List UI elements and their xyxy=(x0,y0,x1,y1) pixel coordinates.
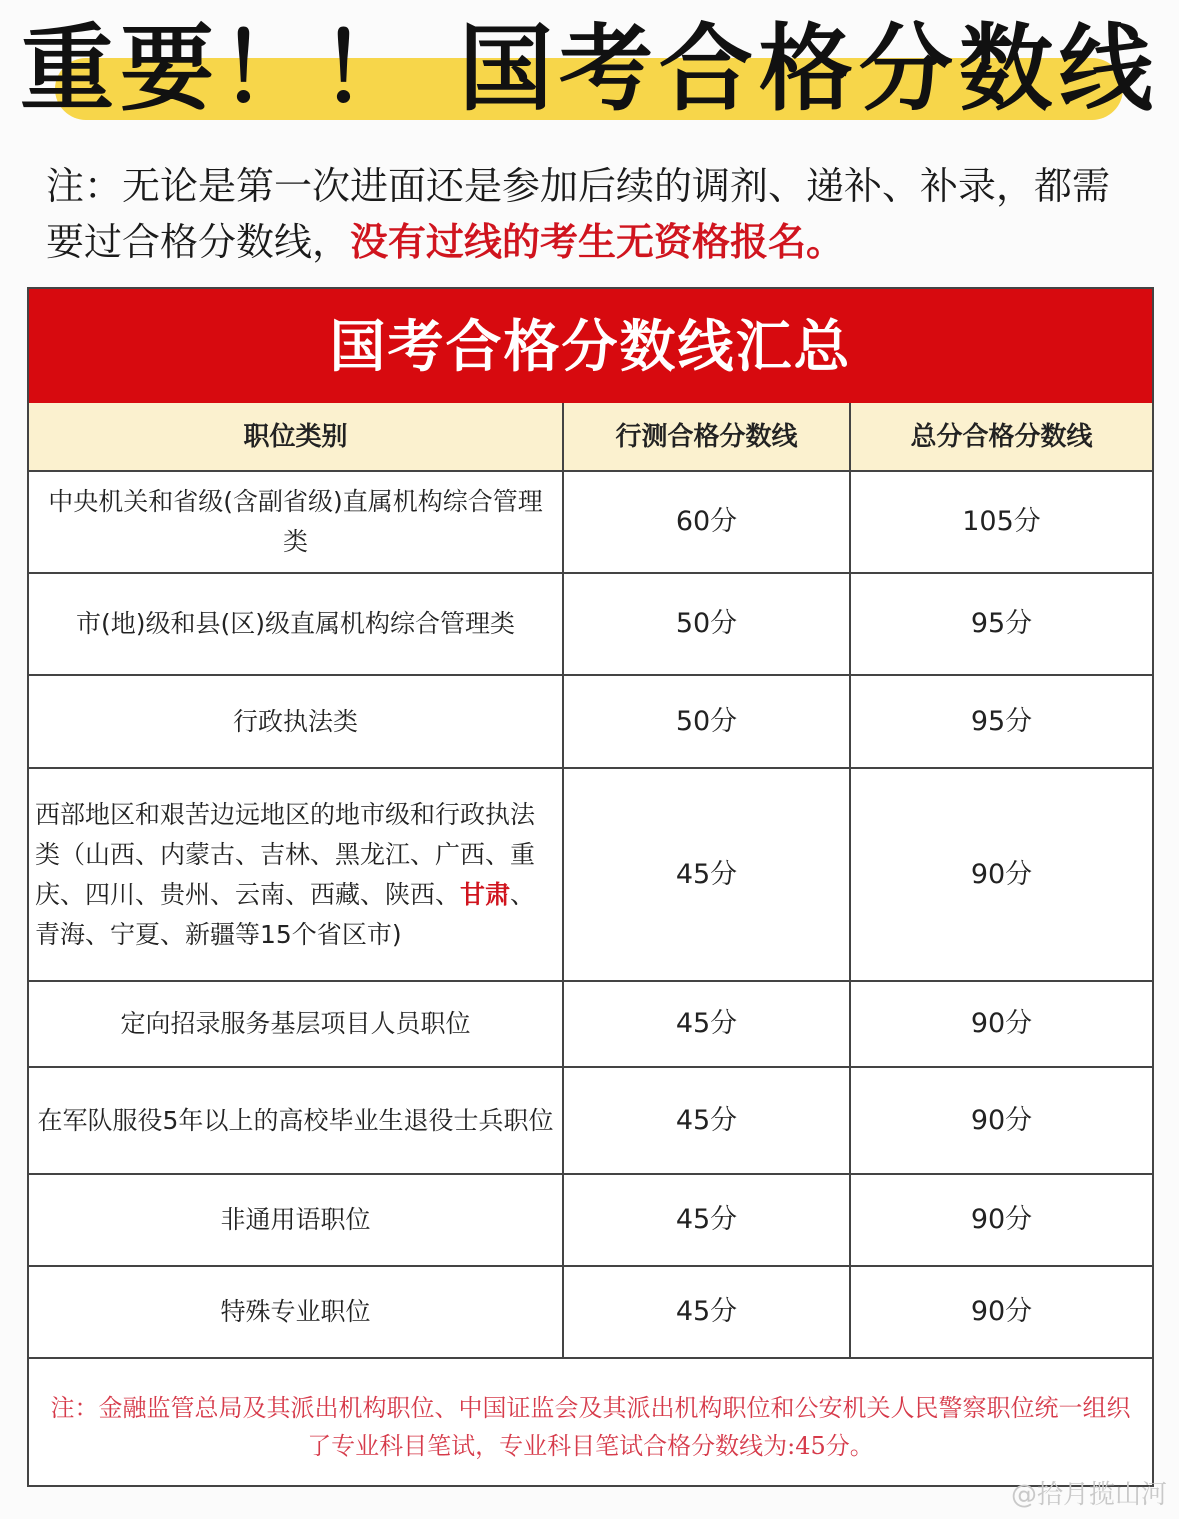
table-row xyxy=(29,1267,1152,1359)
total-cell: 90分 xyxy=(970,1296,1033,1327)
total-cell: 95分 xyxy=(970,608,1033,639)
xingce-cell: 60分 xyxy=(564,472,851,572)
table-row xyxy=(29,472,1152,574)
intro-note xyxy=(46,158,1146,270)
category-cell: 市(地)级和县(区)级直属机构综合管理类 xyxy=(29,574,564,674)
total-cell: 90分 xyxy=(970,1104,1033,1136)
xingce-cell: 45分 xyxy=(564,769,851,980)
total-cell: 95分 xyxy=(970,705,1033,737)
xingce-cell: 45分 xyxy=(564,982,851,1066)
category-text: 西部地区和艰苦边远地区的地市级和行政执法类（山西、内蒙古、吉林、黑龙江、广西、重庆、四川、贵州、云南、西藏、陕西、 xyxy=(35,799,536,909)
table-header-row xyxy=(29,403,1152,472)
total-cell: 90分 xyxy=(970,1008,1033,1039)
table-row xyxy=(29,769,1152,982)
category-cell: 非通用语职位 xyxy=(29,1175,564,1265)
category-cell: 行政执法类 xyxy=(29,676,564,767)
table-row xyxy=(29,982,1152,1068)
category-highlight: 甘肃 xyxy=(460,879,511,909)
xingce-cell: 50分 xyxy=(564,676,851,767)
page-title: 重要！！ 国考合格分数线 xyxy=(20,15,1159,124)
col-header-category: 职位类别 xyxy=(29,403,564,470)
table-row xyxy=(29,676,1152,769)
xingce-cell: 45分 xyxy=(564,1267,851,1357)
total-cell: 90分 xyxy=(970,1204,1033,1235)
table-title: 国考合格分数线汇总 xyxy=(29,289,1152,403)
category-text: 、青海、宁夏、新疆等15个省区市) xyxy=(35,879,536,949)
category-cell xyxy=(29,769,564,980)
xingce-cell: 45分 xyxy=(564,1175,851,1265)
total-cell: 90分 xyxy=(970,858,1033,890)
col-header-xingce: 行测合格分数线 xyxy=(564,403,851,470)
category-cell: 特殊专业职位 xyxy=(29,1267,564,1357)
table-footnote: 注：金融监管总局及其派出机构职位、中国证监会及其派出机构职位和公安机关人民警察职位统一组织了专业科目笔试，专业科目笔试合格分数线为:45分。 xyxy=(50,1394,1131,1460)
category-cell: 定向招录服务基层项目人员职位 xyxy=(29,982,564,1066)
table-row xyxy=(29,574,1152,676)
note-text: 注：无论是第一次进面还是参加后续的调剂、递补、补录，都需要过合格分数线， xyxy=(46,164,1111,264)
category-cell: 中央机关和省级(含副省级)直属机构综合管理类 xyxy=(29,472,564,572)
table-row xyxy=(29,1068,1152,1175)
score-table xyxy=(27,287,1154,1487)
note-emphasis: 没有过线的考生无资格报名。 xyxy=(350,220,845,264)
table-row xyxy=(29,1175,1152,1267)
watermark: @拾月揽山河 xyxy=(1010,1480,1167,1510)
xingce-cell: 50分 xyxy=(564,574,851,674)
category-cell: 在军队服役5年以上的高校毕业生退役士兵职位 xyxy=(29,1068,564,1173)
xingce-cell: 45分 xyxy=(564,1068,851,1173)
total-cell: 105分 xyxy=(962,506,1041,537)
col-header-total: 总分合格分数线 xyxy=(910,421,1093,452)
